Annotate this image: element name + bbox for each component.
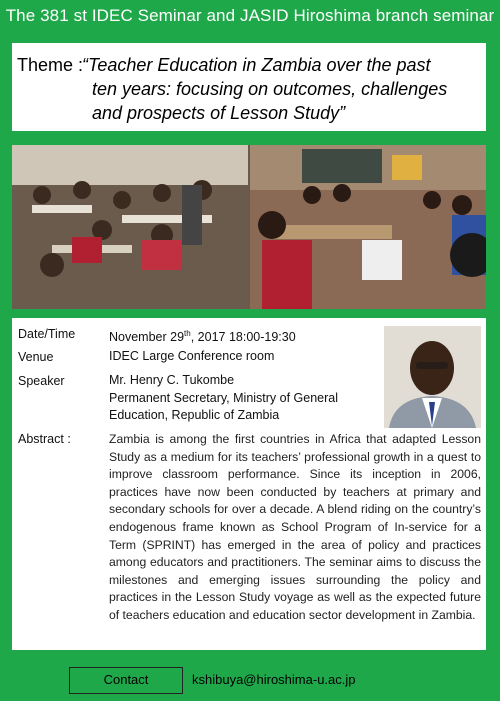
contact-button[interactable]: Contact <box>69 667 183 694</box>
contact-email[interactable]: kshibuya@hiroshima-u.ac.jp <box>192 672 356 687</box>
theme-panel <box>12 43 486 131</box>
speaker-name: Mr. Henry C. Tukombe <box>109 373 235 387</box>
abstract-text: Zambia is among the first countries in Africa that adapted Lesson Study as a medium for its teachers’ professional growth in a quest to improve classroom performance. Since its inception in 2006, practices have now been conducted by teachers at primary and secondary schools for over a decade. A blend riding on the country’s endogenous frame known as School Program of In-service for a Term (SPRINT) has emerged in the area of policy and practices among educators and practitioners. The seminar aims to discuss the milestones and emerging issues surrounding the policy and practices in the Lesson Study voyage as well as the expected future of teachers education and education sector development in Zambia. <box>109 432 481 622</box>
theme-line-3: and prospects of Lesson Study” <box>92 103 346 123</box>
venue-label: Venue <box>18 350 54 364</box>
abstract-label: Abstract : <box>18 432 71 446</box>
theme-label: Theme : <box>17 55 84 75</box>
details-panel <box>12 318 486 650</box>
theme-title <box>82 53 482 125</box>
seminar-title: The 381 st IDEC Seminar and JASID Hiroshima branch seminar <box>5 6 495 25</box>
speaker-title-1: Permanent Secretary, Ministry of General <box>109 390 339 405</box>
classroom-photos <box>12 145 486 309</box>
speaker-title-2: Education, Republic of Zambia <box>109 408 280 422</box>
venue-value: IDEC Large Conference room <box>109 349 275 363</box>
speaker-info <box>109 372 338 425</box>
theme-line-1: “Teacher Education in Zambia over the past <box>82 55 431 75</box>
speaker-label: Speaker <box>18 374 65 388</box>
datetime-label: Date/Time <box>18 327 76 341</box>
speaker-portrait <box>384 326 481 428</box>
theme-line-2: ten years: focusing on outcomes, challenges <box>92 79 448 99</box>
datetime-value: November 29th, 2017 18:00-19:30 <box>109 329 296 345</box>
